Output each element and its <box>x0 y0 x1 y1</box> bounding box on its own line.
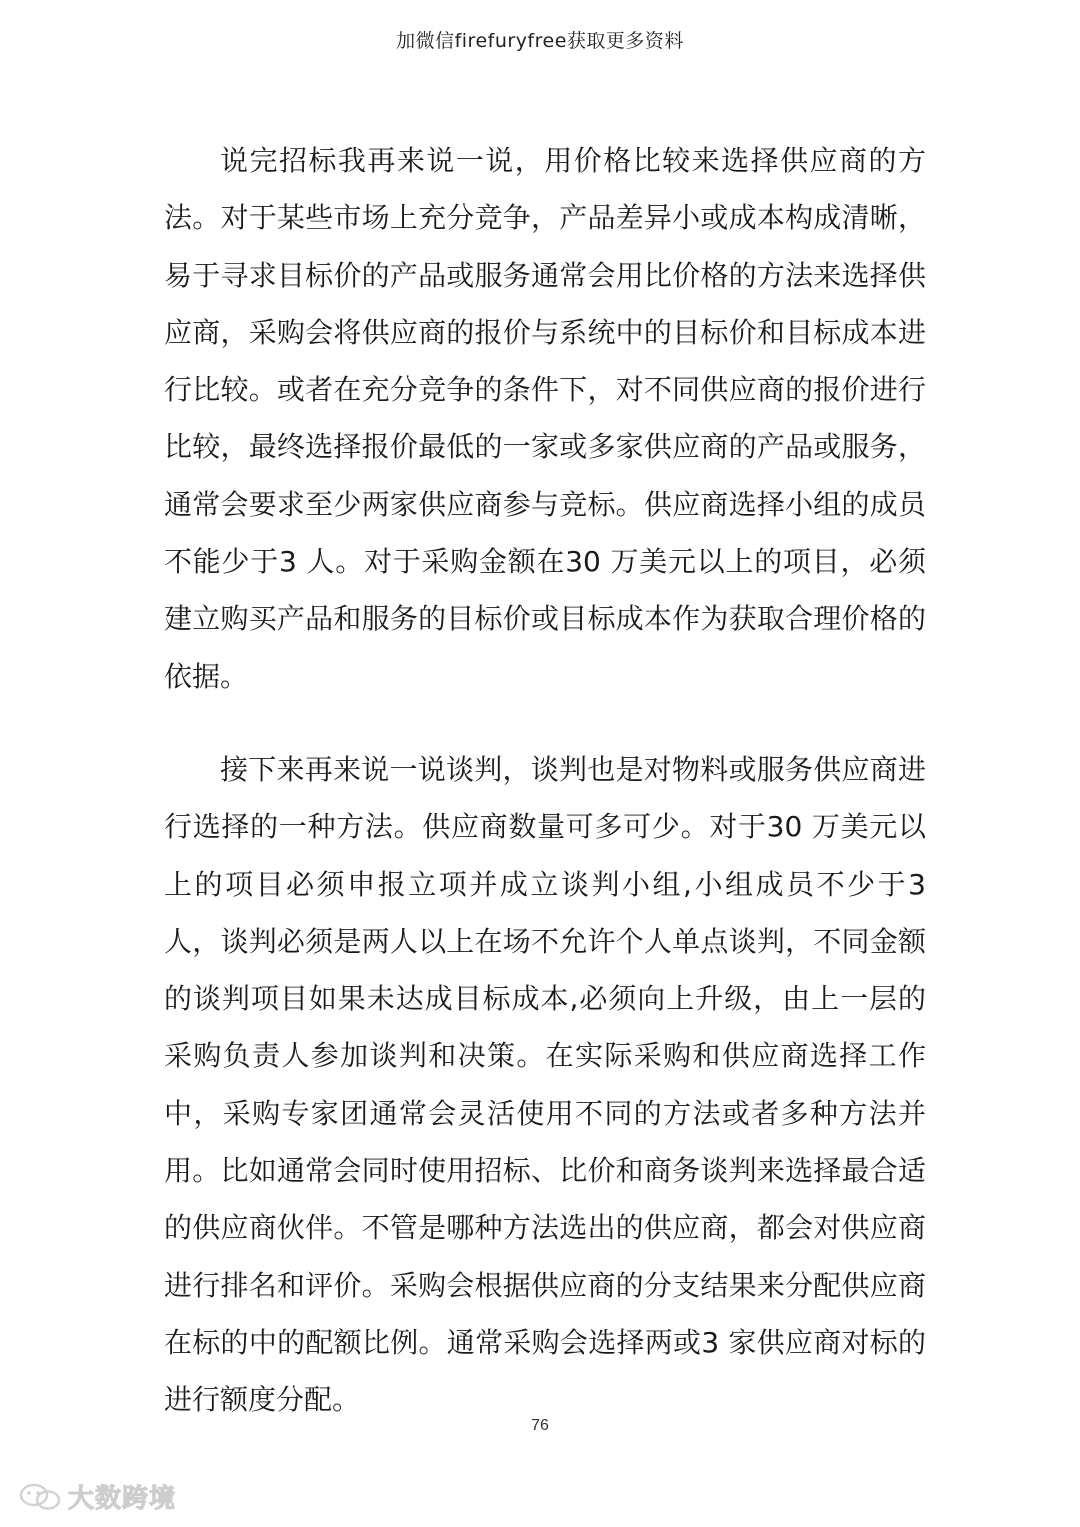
page-number: 76 <box>531 1417 549 1434</box>
watermark <box>18 1478 176 1515</box>
wechat-logo-icon <box>18 1481 64 1513</box>
page-header: 加微信firefuryfree获取更多资料 <box>396 30 684 52</box>
document-body <box>164 132 926 1429</box>
paragraph-negotiation: 接下来再来说一说谈判，谈判也是对物料或服务供应商进行选择的一种方法。供应商数量可多可少。对于30 万美元以上的项目必须申报立项并成立谈判小组,小组成员不少于3 人，谈判必须是两人以上在场不允许个人单点谈判，不同金额的谈判项目如果未达成目标成本,必须向上升级，由上一层的采购负责人参加谈判和决策。在实际采购和供应商选择工作中，采购专家团通常会灵活使用不同的方法或者多种方法并用。比如通常会同时使用招标、比价和商务谈判来选择最合适的供应商伙伴。不管是哪种方法选出的供应商，都会对供应商进行排名和评价。采购会根据供应商的分支结果来分配供应商在标的中的配额比例。通常采购会选择两或3 家供应商对标的进行额度分配。 <box>164 752 926 1417</box>
watermark-text: 大数跨境 <box>68 1484 177 1514</box>
paragraph-price-comparison: 说完招标我再来说一说，用价格比较来选择供应商的方法。对于某些市场上充分竞争，产品差异小或成本构成清晰，易于寻求目标价的产品或服务通常会用比价格的方法来选择供应商，采购会将供应商的报价与系统中的目标价和目标成本进行比较。或者在充分竞争的条件下，对不同供应商的报价进行比较，最终选择报价最低的一家或多家供应商的产品或服务，通常会要求至少两家供应商参与竞标。供应商选择小组的成员不能少于3 人。对于采购金额在30 万美元以上的项目，必须建立购买产品和服务的目标价或目标成本作为获取合理价格的依据。 <box>164 144 926 693</box>
